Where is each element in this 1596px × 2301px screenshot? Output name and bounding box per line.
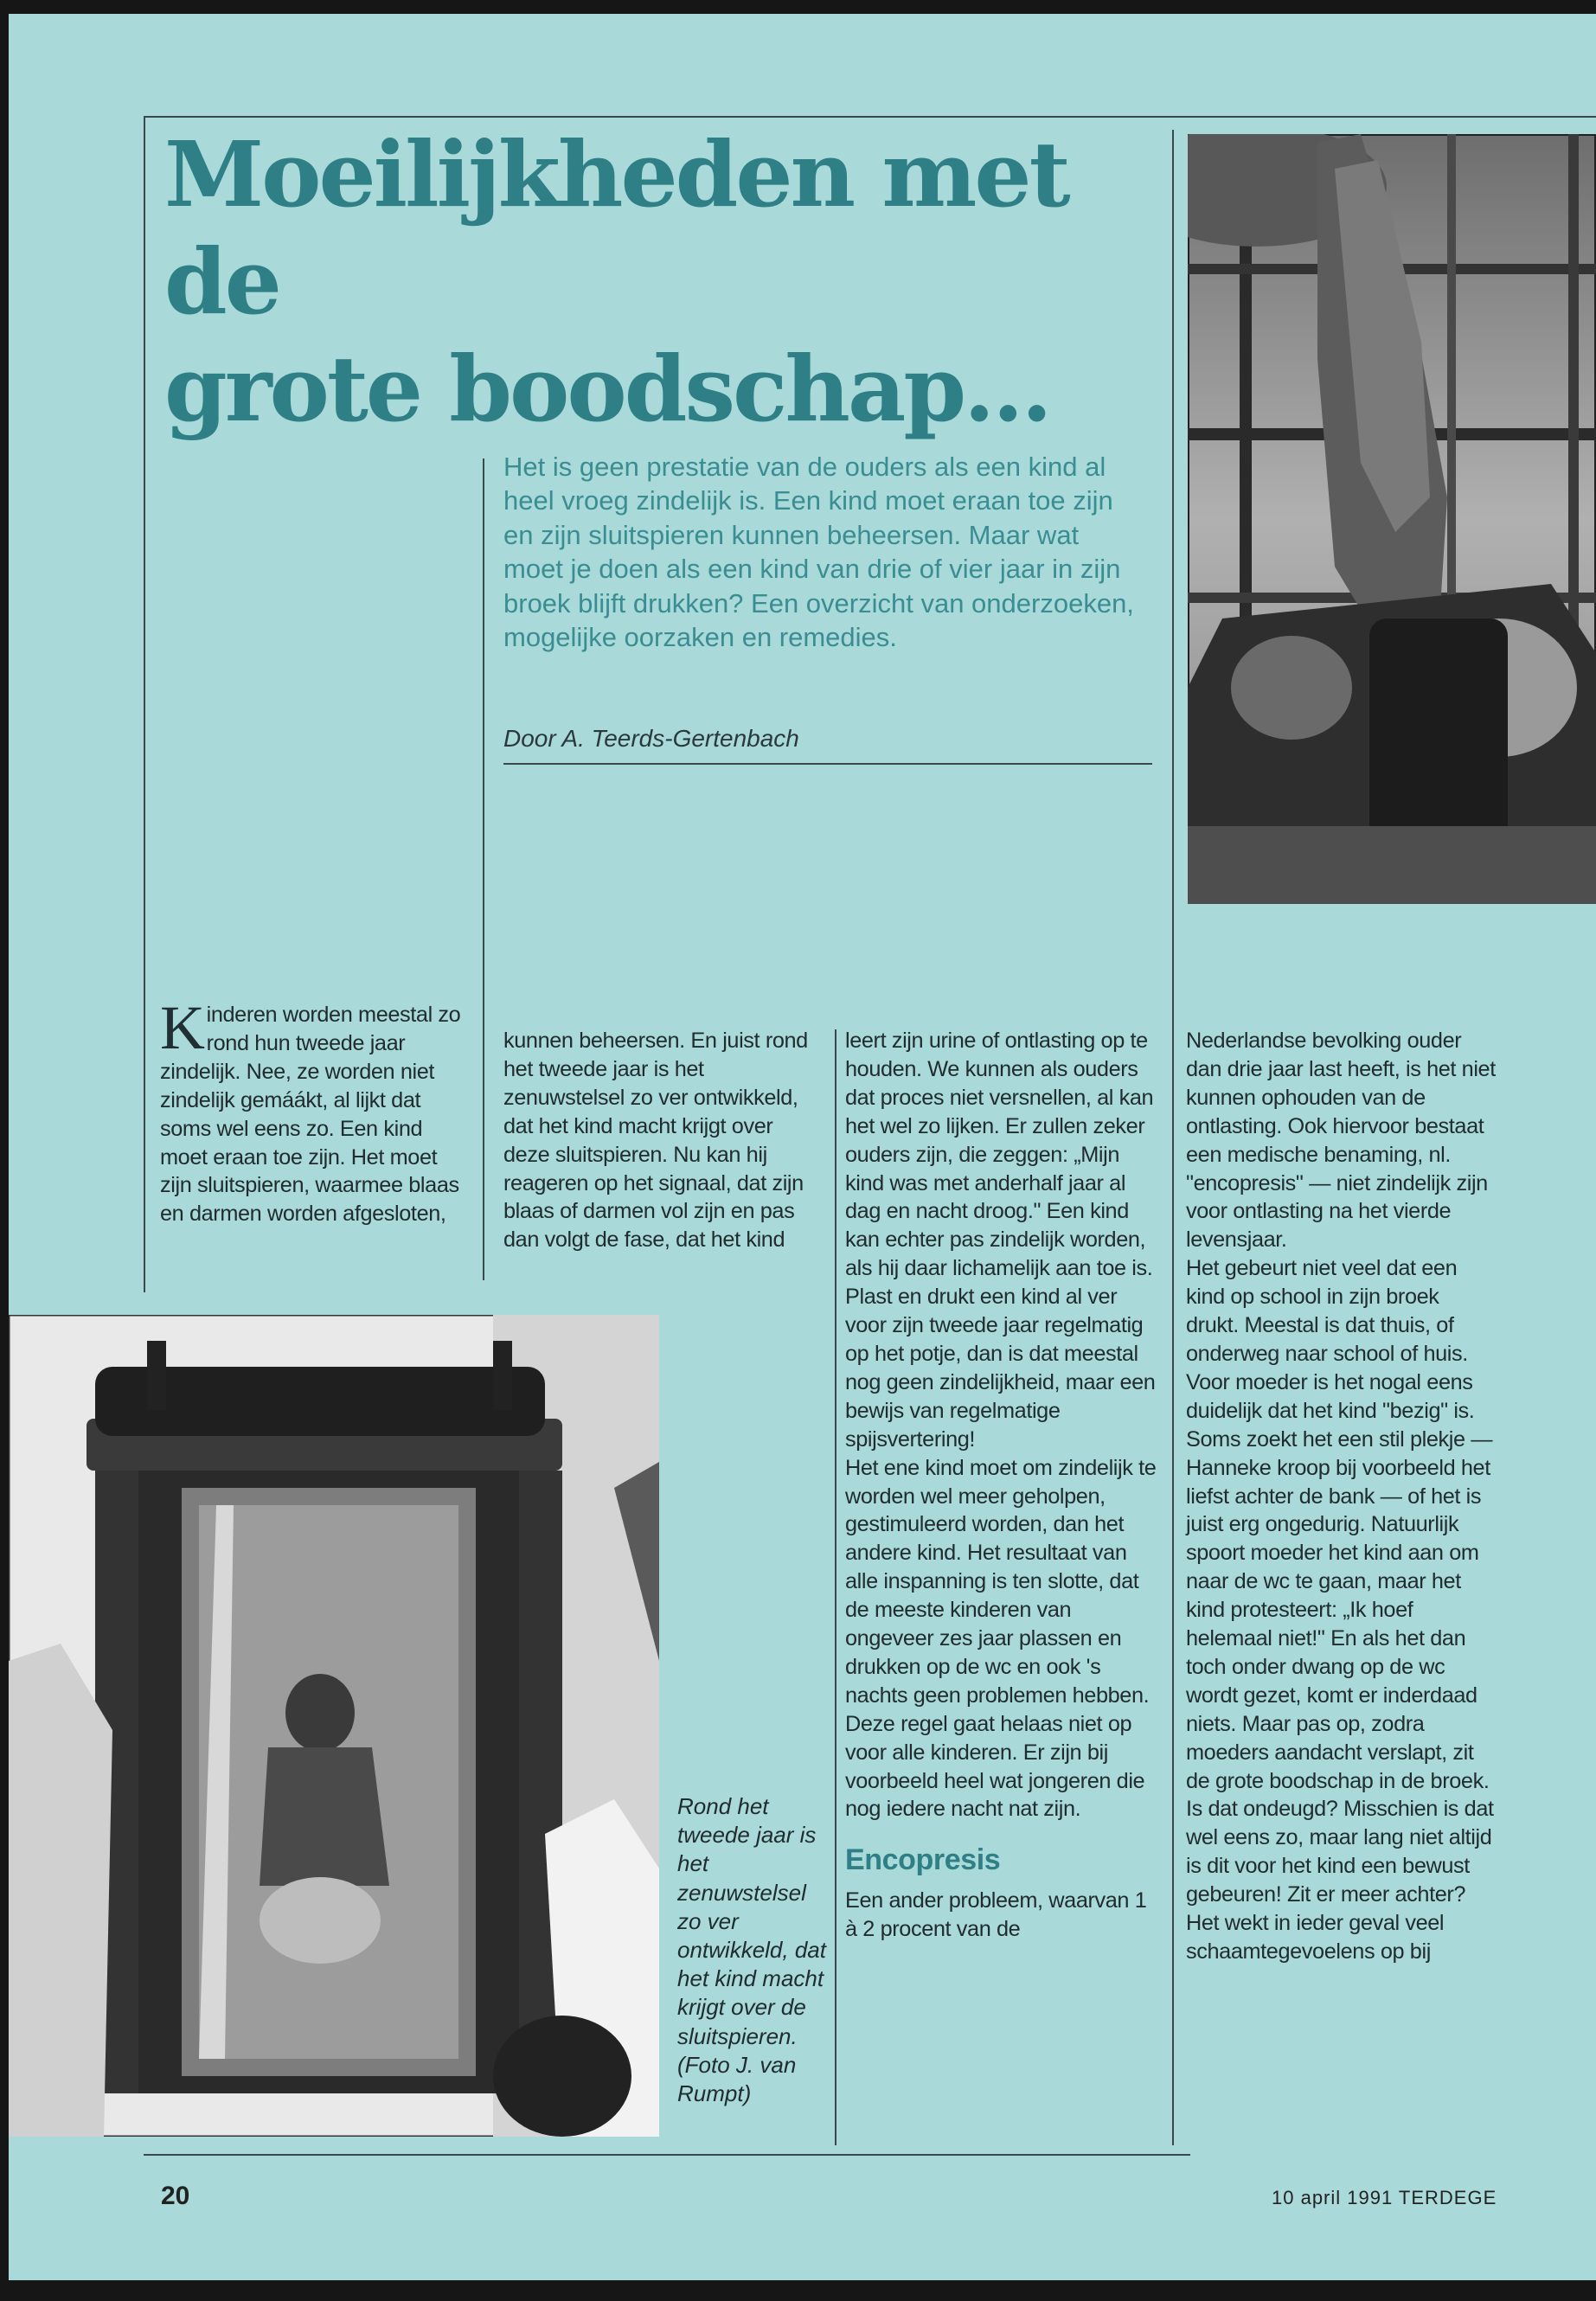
- column-3: [845, 1027, 1157, 1944]
- photo-mirror-potty: [9, 1315, 659, 2137]
- scan-border-left: [0, 0, 9, 2301]
- top-rule: [144, 116, 1596, 118]
- column-1-text: inderen worden meestal zo rond hun tweede jaar zindelijk. Nee, ze worden niet zindelijk gemáákt, al lijkt dat soms wel eens zo. Een kind moet eraan toe zijn. Het moet zijn sluitspieren, waarmee blaas en darmen worden afgesloten,: [160, 1003, 461, 1227]
- scan-border-bottom: [0, 2280, 1596, 2301]
- column-3-paragraph-2: Het ene kind moet om zindelijk te worden wel meer geholpen, gestimuleerd worden, dan het andere kind. Het resultaat van alle inspanning is ten slotte, dat de meeste kinderen van ongeveer zes jaar plassen en drukken op de wc en ook 's nachts geen problemen hebben. Deze regel gaat helaas niet op voor alle kinderen. Er zijn bij voorbeeld heel wat jongeren die nog iedere nacht nat zijn.: [845, 1455, 1157, 1822]
- column-3-paragraph-3: Een ander probleem, waarvan 1 à 2 procent van de: [845, 1888, 1147, 1942]
- scan-border-top: [0, 0, 1596, 14]
- photo-caption: Rond het tweede jaar is het zenuwstelsel zo ver ontwikkeld, dat het kind macht krijgt over de sluitspieren. (Foto J. van Rumpt): [677, 1793, 826, 2107]
- col3-vertical-rule: [835, 1029, 836, 2145]
- column-2-text: kunnen beheersen. En juist rond het tweede jaar is het zenuwstelsel zo ver ontwikkeld, dat het kind macht krijgt over deze sluitspieren. Nu kan hij reageren op het signaal, dat zijn blaas of darmen vol zijn en pas dan volgt de fase, dat het kind: [503, 1029, 808, 1253]
- page-number: 20: [161, 2182, 190, 2210]
- title-line-2: grote boodschap...: [164, 336, 1050, 442]
- byline-rule: [503, 763, 1152, 765]
- photo-towel-window: [1188, 134, 1596, 904]
- column-4: [1186, 1027, 1497, 1966]
- title-line-1: Moeilijkheden met de: [164, 121, 1068, 335]
- column-1: [160, 993, 468, 1228]
- column-1-paragraph: [160, 993, 468, 1228]
- column-4-paragraph-3: Het wekt in ieder geval veel schaamtegevoelens op bij: [1186, 1911, 1445, 1964]
- left-frame-rule: [144, 116, 145, 1292]
- column-2: [503, 1027, 811, 1254]
- column-3-paragraph-1: leert zijn urine of ontlasting op te houden. We kunnen als ouders dat proces niet versnellen, al kan het wel zo lijken. Er zullen zeker ouders zijn, die zeggen: „Mijn kind was met anderhalf jaar al dag en nacht droog." Een kind kan echter pas zindelijk worden, als hij daar lichamelijk aan toe is. Plast en drukt een kind al ver voor zijn tweede jaar regelmatig op het potje, dan is dat meestal nog geen zindelijkheid, maar een bewijs van regelmatige spijsvertering!: [845, 1029, 1156, 1452]
- section-heading-encopresis: Encopresis: [845, 1843, 1001, 1877]
- lead-vertical-rule: [483, 458, 484, 1280]
- article-title: [164, 121, 1151, 443]
- bottom-rule: [144, 2154, 1190, 2156]
- column-4-paragraph-2: Het gebeurt niet veel dat een kind op school in zijn broek drukt. Meestal is dat thuis, of onderweg naar school of huis. Voor moeder is het nogal eens duidelijk dat het kind "bezig" is. Soms zoekt het een stil plekje — Hanneke kroop bij voorbeeld het liefst achter de bank — of het is juist erg ongedurig. Natuurlijk spoort moeder het kind aan om naar de wc te gaan, maar het kind protesteert: „Ik hoef helemaal niet!" En als het dan toch onder dwang op de wc wordt gezet, komt er inderdaad niets. Maar pas op, zodra moeders aandacht verslapt, zit de grote boodschap in de broek. Is dat ondeugd? Misschien is dat wel eens zo, maar lang niet altijd is dit voor het kind een bewust gebeuren! Zit er meer achter?: [1186, 1256, 1494, 1907]
- column-4-paragraph-1: Nederlandse bevolking ouder dan drie jaar last heeft, is het niet kunnen ophouden van de ontlasting. Ook hiervoor bestaat een medische benaming, nl. "encopresis" — niet zindelijk zijn voor ontlasting na het vierde levensjaar.: [1186, 1029, 1496, 1253]
- right-column-rule: [1172, 130, 1174, 2145]
- byline: Door A. Teerds-Gertenbach: [503, 725, 799, 752]
- drop-cap: K: [160, 993, 205, 1062]
- article-lead: Het is geen prestatie van de ouders als een kind al heel vroeg zindelijk is. Een kind moet eraan toe zijn en zijn sluitspieren kunnen beheersen. Maar wat moet je doen als een kind van drie of vier jaar in zijn broek blijft drukken? Een overzicht van onderzoeken, mogelijke oorzaken en remedies.: [503, 452, 1134, 653]
- issue-footer: 10 april 1991 TERDEGE: [1272, 2187, 1497, 2208]
